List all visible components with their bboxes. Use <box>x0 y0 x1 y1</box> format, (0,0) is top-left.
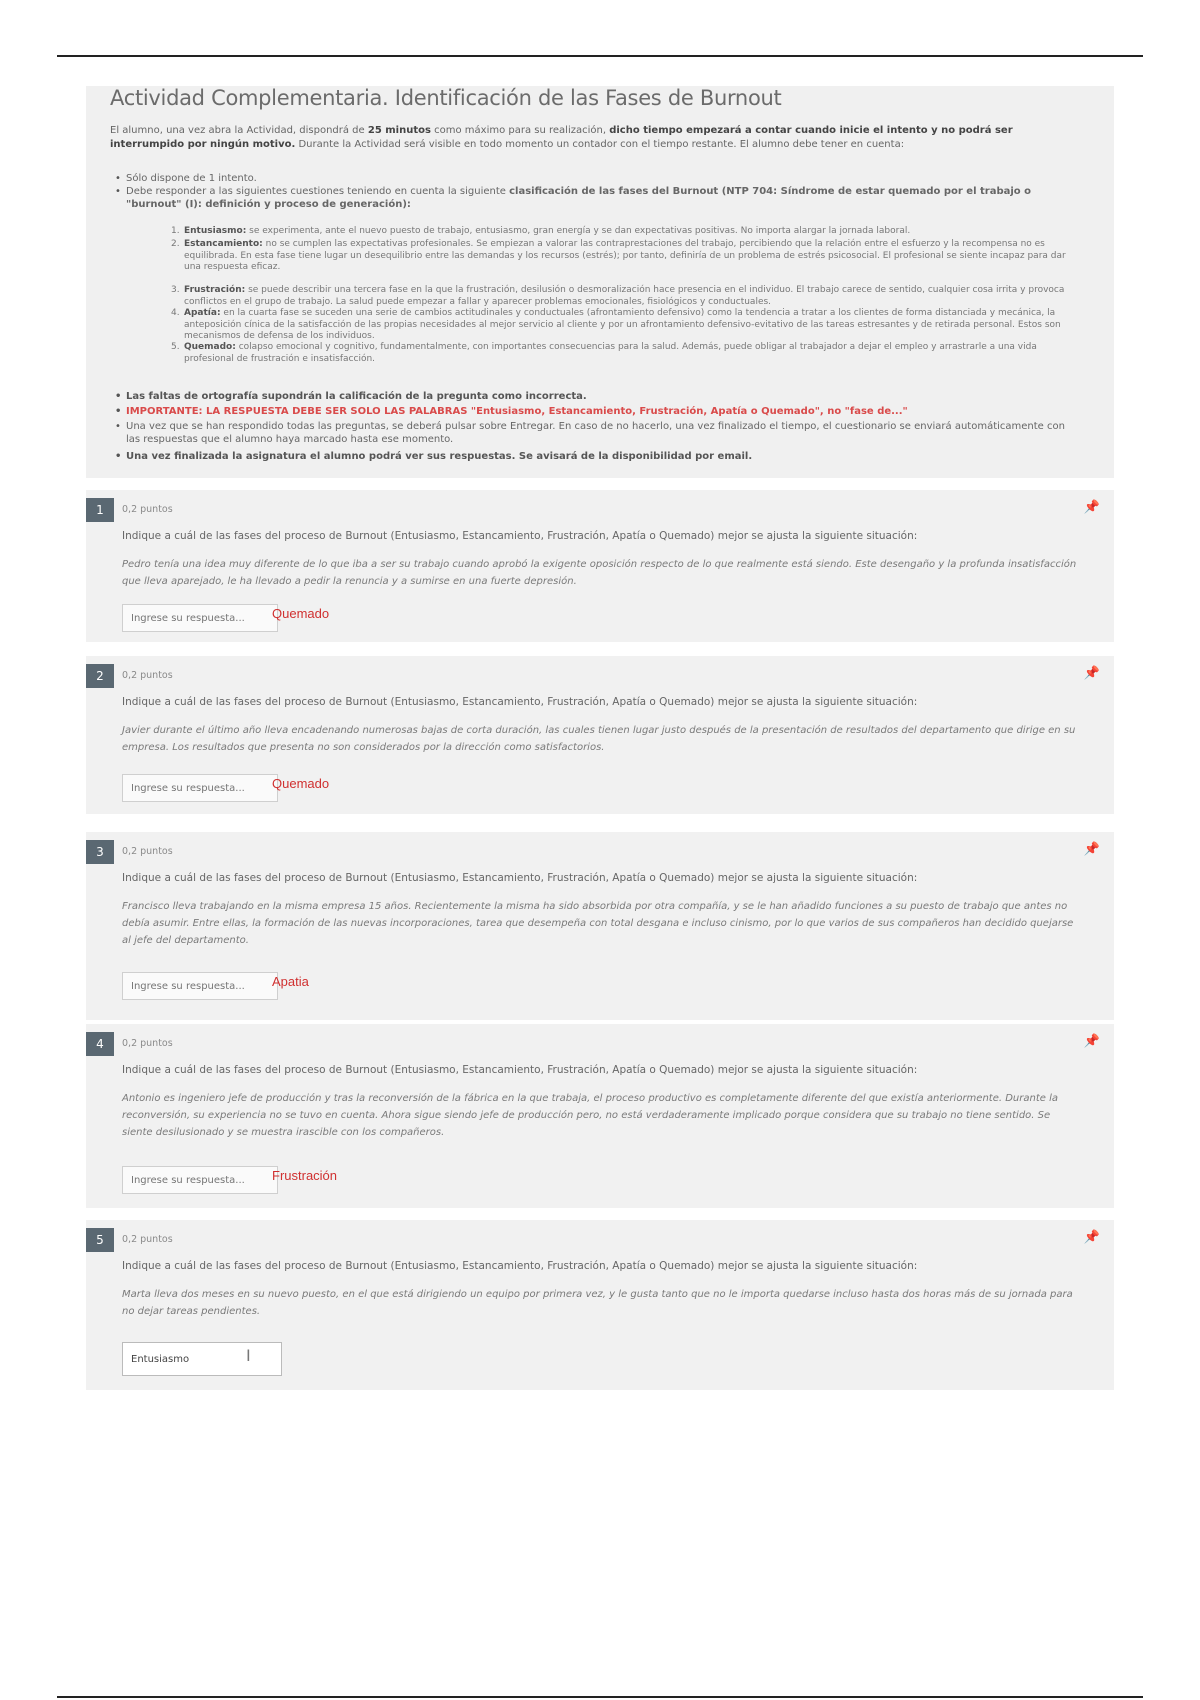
question-prompt: Indique a cuál de las fases del proceso de Burnout (Entusiasmo, Estancamiento, Frustración, Apatía o Quemado) mejor se ajusta la siguiente situación: <box>122 1064 918 1076</box>
phase-description: colapso emocional y cognitivo, fundamentalmente, con importantes consecuencias para la salud. Además, puede obligar al trabajador a dejar el empleo y arrastrarle a una vida profesional de frustración e insatisfacción. <box>184 342 1037 364</box>
question-card <box>86 656 1114 814</box>
phase-description: se experimenta, ante el nuevo puesto de trabajo, entusiasmo, gran energía y se dan expectativas positivas. No importa alargar la jornada laboral. <box>246 226 911 236</box>
question-scenario: Francisco lleva trabajando en la misma empresa 15 años. Recientemente la misma ha sido absorbida por otra compañía, y se le han añadido funciones a su puesto de trabajo que antes no debía asumir. Entre ellas, la formación de las nuevas incorporaciones, tarea que desempeña con total desgana e incluso cinismo, por lo que varios de sus compañeros han decidido quejarse al jefe del departamento. <box>122 901 1074 946</box>
question-card <box>86 1024 1114 1208</box>
question-scenario: Pedro tenía una idea muy diferente de lo que iba a ser su trabajo cuando aprobó la exigente oposición respecto de lo que realmente está siendo. Este desengaño y la profunda insatisfacción que lleva aparejado, le ha llevado a pedir la renuncia y a sumirse en una fuerte depresión. <box>122 559 1077 587</box>
bullet-text: Una vez finalizada la asignatura el alumno podrá ver sus respuestas. Se avisará de la <box>126 451 613 462</box>
bullet-results <box>126 450 1076 463</box>
question-scenario: Antonio es ingeniero jefe de producción y tras la reconversión de la fábrica en la que trabaja, el proceso productivo es completamente diferente del que existía anteriormente. Durante la reconversión, su experiencia no se tuvo en cuenta. Ahora sigue siendo jefe de producción pero, no está verdaderamente implicado porque considera que su trabajo no tiene sentido. Se siente desilusionado y se muestra irascible con los compañeros. <box>122 1093 1058 1138</box>
phase-description: en la cuarta fase se suceden una serie de cambios actitudinales y conductuales (afrontamiento defensivo) como la tendencia a tratar a los clientes de forma distanciada y mecánica, la anteposición cínica de la satisfacción de las propias necesidades al mejor servicio al cliente y por un afrontamiento defensivo-evitativo de las tareas estresantes y de retirada personal. Estos son mecanismos de defensa de los individuos. <box>184 308 1061 341</box>
page-top-rule <box>57 55 1143 57</box>
bullet-classification <box>126 185 1076 211</box>
phase-description: se puede describir una tercera fase en la que la frustración, desilusión o desmoralización hace presencia en el individuo. El trabajo carece de sentido, cualquier cosa irrita y provoca conflictos en el grupo de trabajo. La salud puede empezar a fallar y aparecer problemas emocionales, fisiológicos y conductuales. <box>184 285 1065 307</box>
bullet-attempts: • Sólo dispone de 1 intento. <box>126 172 1076 185</box>
handwritten-answer: Apatia <box>272 974 309 989</box>
question-points: 0,2 puntos <box>122 1234 173 1245</box>
phase-name: Entusiasmo: <box>184 226 247 236</box>
question-points: 0,2 puntos <box>122 846 173 857</box>
phase-estancamiento <box>171 239 1072 274</box>
intro-paragraph <box>110 124 1070 152</box>
pin-icon[interactable]: 📌 <box>1083 1034 1100 1049</box>
question-points: 0,2 puntos <box>122 504 173 515</box>
answer-input[interactable] <box>122 1342 282 1376</box>
answer-input[interactable] <box>122 774 278 802</box>
activity-title: Actividad Complementaria. Identificación de las Fases de Burnout <box>110 86 782 110</box>
question-number: 5 <box>86 1228 114 1252</box>
intro-text: como máximo para su realización, <box>430 125 610 136</box>
question-prompt: Indique a cuál de las fases del proceso de Burnout (Entusiasmo, Estancamiento, Frustración, Apatía o Quemado) mejor se ajusta la siguiente situación: <box>122 696 918 708</box>
question-prompt: Indique a cuál de las fases del proceso de Burnout (Entusiasmo, Estancamiento, Frustración, Apatía o Quemado) mejor se ajusta la siguiente situación: <box>122 872 918 884</box>
handwritten-answer: Quemado <box>272 776 330 791</box>
pin-icon[interactable]: 📌 <box>1083 666 1100 681</box>
question-prompt: Indique a cuál de las fases del proceso de Burnout (Entusiasmo, Estancamiento, Frustración, Apatía o Quemado) mejor se ajusta la siguiente situación: <box>122 1260 918 1272</box>
question-card <box>86 490 1114 642</box>
phase-description: no se cumplen las expectativas profesionales. Se empiezan a valorar las contraprestaciones del trabajo, percibiendo que la relación entre el esfuerzo y la recompensa no es equilibrada. En esta fase tiene lugar un desequilibrio entre las demandas y los recursos (estrés); por tanto, definiría de un problema de estrés psicosocial. El profesional se siente incapaz para dar una respuesta eficaz. <box>184 239 1066 272</box>
bullet-important: • IMPORTANTE: LA RESPUESTA DEBE SER SOLO LAS PALABRAS "Entusiasmo, Estancamiento, Frustración, Apatía o Quemado", no "fase de..." <box>126 405 1076 418</box>
handwritten-answer: Frustración <box>272 1168 338 1183</box>
pin-icon[interactable]: 📌 <box>1083 842 1100 857</box>
phase-apatia <box>171 308 1072 343</box>
pin-icon[interactable]: 📌 <box>1083 500 1100 515</box>
question-number: 2 <box>86 664 114 688</box>
time-warning: dicho tiempo empezará a contar cuando inicie el intento y no podrá ser interrumpido por ningún motivo. <box>110 125 1013 150</box>
phase-name: Frustración: <box>184 285 246 295</box>
email-availability: disponibilidad por email. <box>612 451 753 462</box>
intro-text: El alumno, una vez abra la Actividad, dispondrá de <box>110 125 368 136</box>
question-card <box>86 832 1114 1020</box>
question-scenario: Marta lleva dos meses en su nuevo puesto, en el que está dirigiendo un equipo por primera vez, y le gusta tanto que no le importa quedarse incluso hasta dos horas más de su jornada para no dejar tareas pendientes. <box>122 1289 1073 1317</box>
classification-title: clasificación de las fases del Burnout (NTP 704: Síndrome de estar quemado por el trabajo o "burnout" (I): definición y proceso de generación): <box>126 186 1031 210</box>
phase-number: 5. <box>171 342 180 352</box>
phase-number: 2. <box>171 239 180 249</box>
question-number: 4 <box>86 1032 114 1056</box>
phase-entusiasmo <box>171 226 1072 238</box>
handwritten-answer: Quemado <box>272 606 330 621</box>
bullet-text: Debe responder a las siguientes cuestiones teniendo en cuenta la siguiente <box>126 186 510 197</box>
phase-number: 3. <box>171 285 180 295</box>
phase-number: 4. <box>171 308 180 318</box>
phase-name: Estancamiento: <box>184 239 263 249</box>
pin-icon[interactable]: 📌 <box>1083 1230 1100 1245</box>
question-scenario: Javier durante el último año lleva encadenando numerosas bajas de corta duración, las cuales tienen lugar justo después de la presentación de resultados del departamento que dirige en su empresa. Los resultados que presenta no son considerados por la dirección como satisfactorios. <box>122 725 1076 753</box>
phase-quemado <box>171 342 1072 365</box>
phase-number: 1. <box>171 226 180 236</box>
question-points: 0,2 puntos <box>122 1038 173 1049</box>
question-card <box>86 1220 1114 1390</box>
time-limit: 25 minutos <box>367 125 431 136</box>
question-prompt: Indique a cuál de las fases del proceso de Burnout (Entusiasmo, Estancamiento, Frustración, Apatía o Quemado) mejor se ajusta la siguiente situación: <box>122 530 918 542</box>
phase-name: Apatía: <box>184 308 221 318</box>
answer-input[interactable] <box>122 972 278 1000</box>
question-number: 3 <box>86 840 114 864</box>
activity-instructions <box>86 86 1114 478</box>
text-cursor-icon: I <box>246 1346 251 1365</box>
bullet-spelling: • Las faltas de ortografía supondrán la calificación de la pregunta como incorrecta. <box>126 390 1076 403</box>
phase-frustracion <box>171 285 1072 308</box>
bullet-submit: • Una vez que se han respondido todas las preguntas, se deberá pulsar sobre Entregar. En caso de no hacerlo, una vez finalizado el tiempo, el cuestionario se enviará automáticamente con las respuestas que el alumno haya marcado hasta ese momento. <box>126 420 1076 446</box>
answer-input[interactable] <box>122 604 278 632</box>
question-points: 0,2 puntos <box>122 670 173 681</box>
phase-name: Quemado: <box>184 342 236 352</box>
question-number: 1 <box>86 498 114 522</box>
intro-text: Durante la Actividad será visible en todo momento un contador con el tiempo restante. El alumno debe tener en cuenta: <box>295 139 905 150</box>
answer-input[interactable] <box>122 1166 278 1194</box>
page-bottom-rule <box>57 1696 1143 1698</box>
